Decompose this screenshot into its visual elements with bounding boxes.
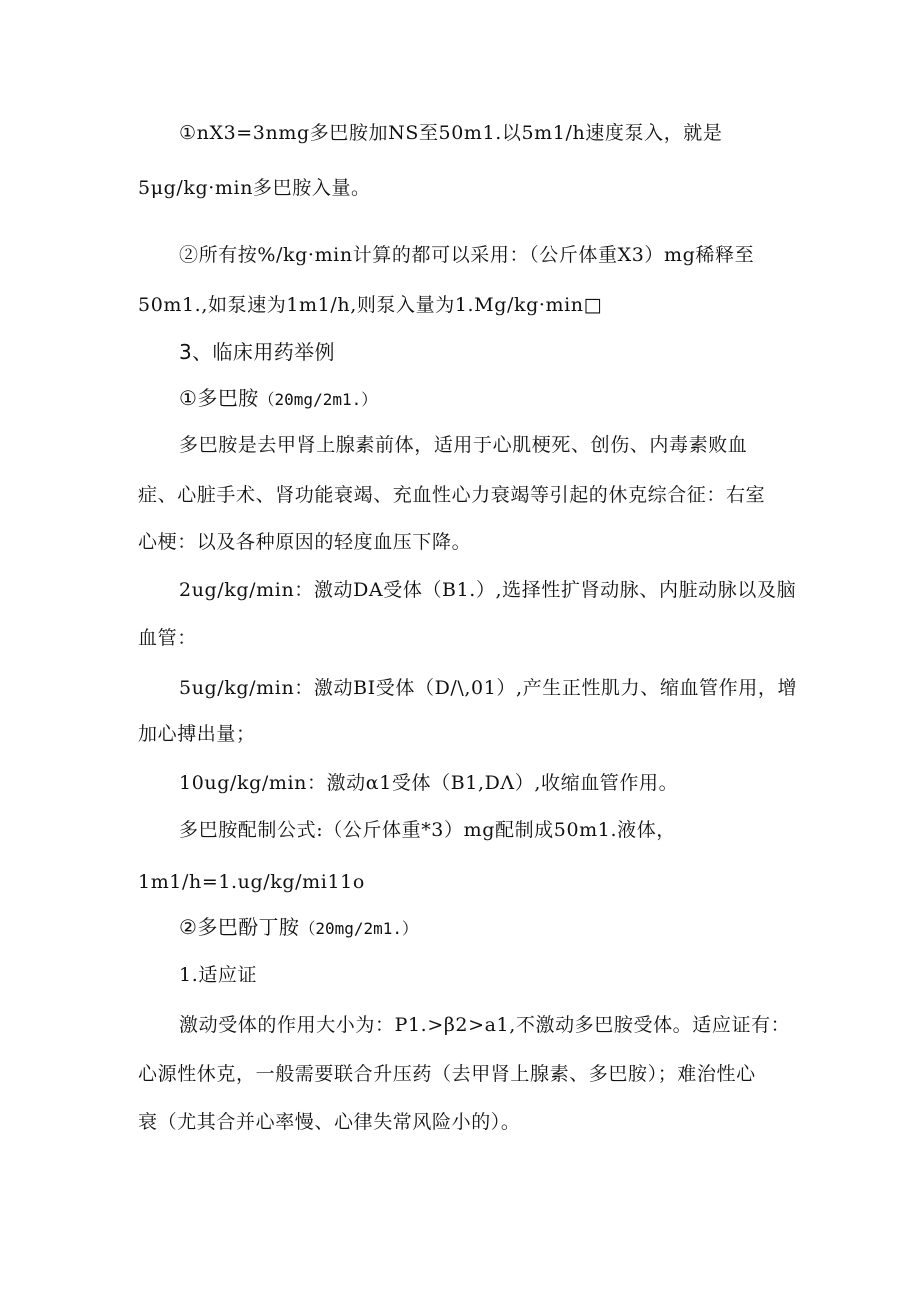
dose-10ug-line1: 10ug/kg/min：激动α1受体（B1,DΛ）,收缩血管作用。 (179, 772, 679, 794)
p1-line2: 5μg∕kg·min多巴胺入量。 (138, 177, 371, 199)
p2-line2: 50m1.,如泵速为1m1∕h,则泵入量为1.Mg∕kg·min□ (138, 294, 603, 316)
drug1-intro-line1: 多巴胺是去甲肾上腺素前体，适用于心肌梗死、创伤、内毒素败血 (179, 434, 748, 456)
section3-heading: 3、临床用药举例 (179, 340, 335, 364)
drug2-text-line1: 激动受体的作用大小为：P1.>β2>a1,不激动多巴胺受体。适应证有： (179, 1014, 791, 1036)
dose-5ug-line2: 加心搏出量； (138, 723, 256, 745)
drug2-sub1: 1.适应证 (179, 964, 258, 986)
drug2-heading-name: ②多巴酚丁胺 (179, 915, 300, 939)
formula-line2: 1m1∕h=1.ug∕kg∕mi11o (138, 871, 365, 893)
drug2-heading-dose: （20mg/2m1.） (299, 919, 419, 938)
dose-2ug-line2: 血管： (138, 627, 197, 649)
drug1-heading-dose: （20mg/2m1.） (258, 390, 378, 409)
p2-line1: ②所有按%∕kg·min计算的都可以采用：（公斤体重X3）mg稀释至 (179, 244, 755, 266)
formula-line1: 多巴胺配制公式:（公斤体重*3）mg配制成50m1.液体， (179, 819, 676, 841)
drug2-text-line3: 衰（尤其合并心率慢、心律失常风险小的）。 (138, 1111, 521, 1133)
drug2-text-line2: 心源性休克，一般需要联合升压药（去甲肾上腺素、多巴胺）；难治性心 (138, 1063, 756, 1085)
drug1-intro-line2: 症、心脏手术、肾功能衰竭、充血性心力衰竭等引起的休克综合征：右室 (138, 484, 766, 506)
drug1-heading (179, 386, 377, 412)
dose-5ug-line1: 5ug/kg/min：激动BI受体（D∕\,01）,产生正性肌力、缩血管作用，增 (179, 677, 798, 699)
drug2-heading (179, 915, 418, 941)
drug1-heading-name: ①多巴胺 (179, 386, 259, 410)
p1-line1: ①nX3=3nmg多巴胺加NS至50m1.以5m1∕h速度泵入，就是 (179, 122, 723, 144)
drug1-intro-line3: 心梗：以及各种原因的轻度血压下降。 (138, 531, 472, 553)
dose-2ug-line1: 2ug/kg/min：激动DA受体（B1.）,选择性扩肾动脉、内脏动脉以及脑 (179, 579, 797, 601)
